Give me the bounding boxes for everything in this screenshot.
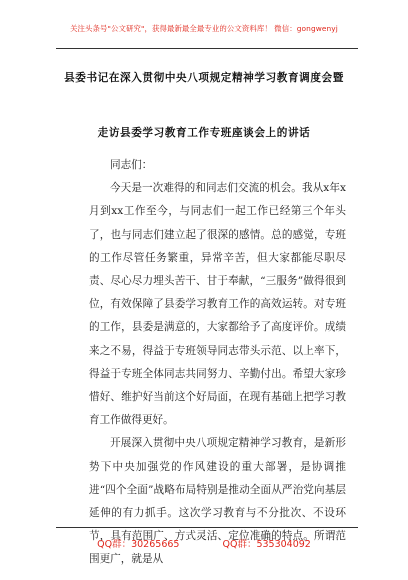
footer-qq-group-1: QQ群：30265665: [97, 539, 180, 550]
document-title-line-1: 县委书记在深入贯彻中央八项规定精神学习教育调度会暨: [64, 72, 344, 84]
paragraph-2: 开展深入贯彻中央八项规定精神学习教育，是新形势下中央加强党的作风建设的重大部署，是协调推进“四个全面”战略布局特别是推动全面从严治党向基层延伸的有力抓手。这次学习教育与不分批次、不设环节，具有范围广、方式灵活、定位准确的特点。所谓范围更广，就是从: [89, 437, 346, 566]
document-body: [89, 154, 346, 572]
header-divider: [56, 48, 358, 49]
document-title-line-2: 走访县委学习教育工作专班座谈会上的讲话: [97, 127, 311, 139]
salutation: 同志们：: [110, 159, 153, 171]
footer-divider: [56, 527, 358, 528]
paragraph-1: 今天是一次难得的和同志们交流的机会。我从x年x月到xx工作至今，与同志们一起工作已经第三个年头了，也与同志们建立起了很深的感情。总的感觉，专班的工作尽管任务繁重，异常辛苦，但大家都能尽职尽责、尽心尽力埋头苦干、甘于奉献，“三服务”做得很到位，有效保障了县委学习教育工作的高效运转。对专班的工作，县委是满意的，大家都给予了高度评价。成绩来之不易，得益于专班领导同志带头示范、以上率下，得益于专班全体同志共同努力、辛勤付出。希望大家珍惜好、维护好当前这个好局面，在现有基础上把学习教育工作做得更好。: [89, 182, 346, 427]
footer-contact: [0, 536, 408, 550]
footer-qq-group-2: QQ群：535304092: [222, 539, 311, 550]
header-promo-note: 关注头条号"公文研究"，获得最新最全最专业的公文资料库！ 微信：gongwenyj: [70, 24, 338, 33]
